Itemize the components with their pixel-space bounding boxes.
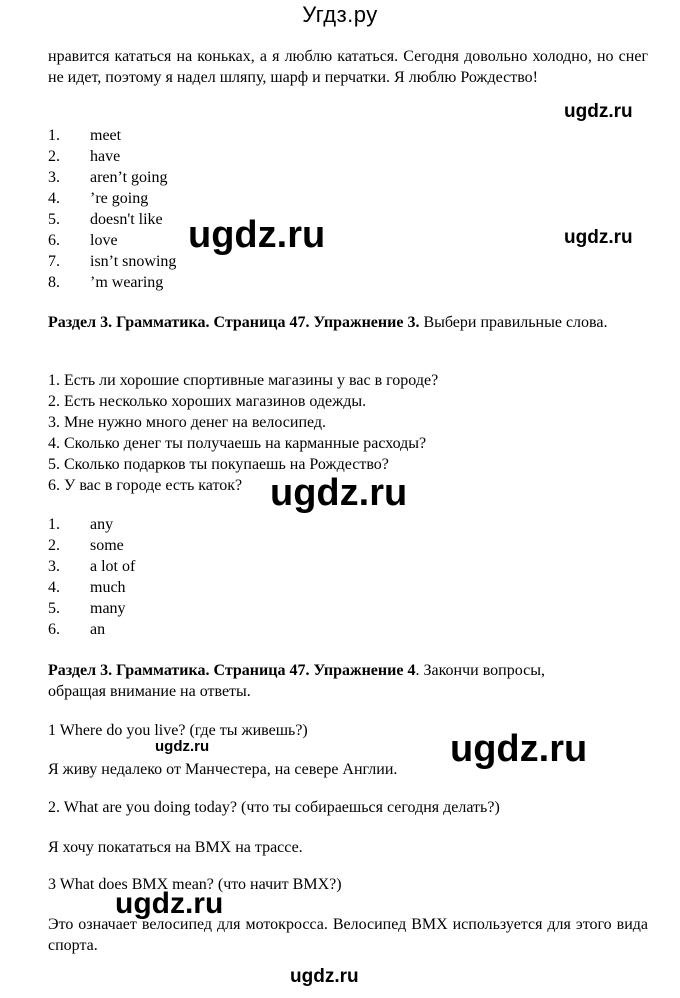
- intro-paragraph: нравится кататься на коньках, а я люблю кататься. Сегодня довольно холодно, но снег не идет, поэтому я надел шляпу, шарф и перчатки. Я люблю Рождество!: [48, 48, 648, 86]
- list-item: [48, 556, 135, 577]
- watermark: ugdz.ru: [290, 966, 359, 987]
- watermark: ugdz.ru: [115, 887, 224, 920]
- question-3: 3 What does BMX mean? (что начит BMX?): [48, 876, 342, 893]
- sentence: 5. Сколько подарков ты покупаешь на Рождество?: [48, 456, 389, 473]
- list-number: 3.: [48, 169, 60, 186]
- list-number: 5.: [48, 600, 60, 617]
- list-item: [48, 619, 105, 640]
- watermark: ugdz.ru: [155, 738, 210, 755]
- list-text: some: [90, 537, 124, 554]
- list-text: a lot of: [90, 558, 136, 575]
- list-number: 1.: [48, 127, 60, 144]
- list-item: [48, 272, 163, 293]
- exercise-4-instruction: . Закончи вопросы, обращая внимание на ответы.: [48, 662, 545, 700]
- question-1: 1 Where do you live? (где ты живешь?): [48, 722, 308, 739]
- answer-3: Это означает велосипед для мотокросса. Велосипед BMX используется для этого вида спорта.: [48, 916, 648, 954]
- list-number: 2.: [48, 537, 60, 554]
- list-text: any: [90, 516, 114, 533]
- list-text: have: [90, 148, 121, 165]
- answer-2: Я хочу покататься на BMX на трассе.: [48, 839, 303, 856]
- list-text: ’m wearing: [90, 274, 164, 291]
- list-item: [48, 167, 167, 188]
- list-item: [48, 535, 124, 556]
- list-number: 2.: [48, 148, 60, 165]
- list-number: 1.: [48, 516, 60, 533]
- list-item: [48, 209, 163, 230]
- watermark: ugdz.ru: [450, 728, 588, 770]
- site-title: Угдз.ру: [302, 2, 378, 27]
- watermark: ugdz.ru: [188, 214, 326, 256]
- list-text: much: [90, 579, 126, 596]
- sentence: 4. Сколько денег ты получаешь на карманные расходы?: [48, 435, 427, 452]
- watermark: ugdz.ru: [270, 472, 408, 514]
- list-number: 4.: [48, 190, 60, 207]
- list-item: [48, 598, 126, 619]
- list-item: [48, 514, 113, 535]
- list-text: isn’t snowing: [90, 253, 177, 270]
- list-text: love: [90, 232, 118, 249]
- list-number: 6.: [48, 621, 60, 638]
- exercise-3-heading: [48, 312, 648, 333]
- watermark: ugdz.ru: [564, 101, 633, 122]
- list-item: [48, 125, 121, 146]
- list-item: [48, 577, 126, 598]
- question-2: 2. What are you doing today? (что ты собираешься сегодня делать?): [48, 799, 500, 816]
- list-number: 4.: [48, 579, 60, 596]
- watermark: ugdz.ru: [564, 227, 633, 248]
- list-number: 3.: [48, 558, 60, 575]
- exercise-3-instruction: Выбери правильные слова.: [419, 314, 608, 331]
- list-item: [48, 188, 148, 209]
- list-number: 7.: [48, 253, 60, 270]
- list-number: 6.: [48, 232, 60, 249]
- list-text: an: [90, 621, 106, 638]
- exercise-4-title: Раздел 3. Грамматика. Страница 47. Упражнение 4: [48, 662, 416, 679]
- list-item: [48, 251, 176, 272]
- list-text: ’re going: [90, 190, 149, 207]
- list-number: 8.: [48, 274, 60, 291]
- list-text: meet: [90, 127, 122, 144]
- list-number: 5.: [48, 211, 60, 228]
- list-item: [48, 230, 118, 251]
- exercise-4-heading: [48, 660, 568, 702]
- list-text: doesn't like: [90, 211, 163, 228]
- list-text: aren’t going: [90, 169, 168, 186]
- exercise-3-title: Раздел 3. Грамматика. Страница 47. Упражнение 3.: [48, 314, 420, 331]
- list-item: [48, 146, 120, 167]
- sentence: 3. Мне нужно много денег на велосипед.: [48, 414, 327, 431]
- sentence: 1. Есть ли хорошие спортивные магазины у вас в городе?: [48, 372, 439, 389]
- answer-1: Я живу недалеко от Манчестера, на севере Англии.: [48, 761, 398, 778]
- sentence: 6. У вас в городе есть каток?: [48, 477, 243, 494]
- sentence: 2. Есть несколько хороших магазинов одежды.: [48, 393, 367, 410]
- list-text: many: [90, 600, 126, 617]
